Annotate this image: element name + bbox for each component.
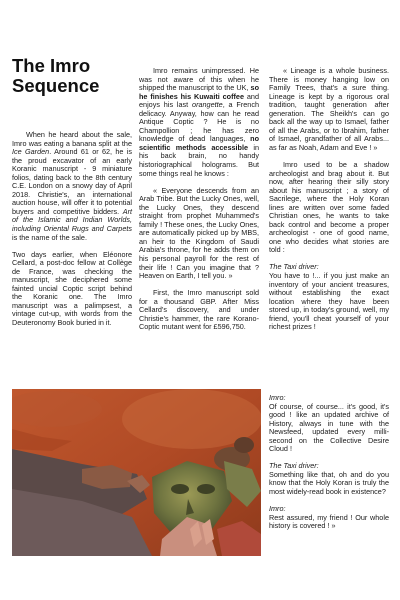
italic-text: Ice Garden xyxy=(12,147,50,157)
bold-text: no scientific methods accessible xyxy=(139,134,259,152)
dialogue-text: You have to !... if you just make an inventory of your ancient treasures, without establishing the exact location where they have been stored up, in today's ground, well, my friend, you'll cheat yourself of your richest prizes ! xyxy=(269,271,389,332)
paragraph xyxy=(139,67,259,178)
speaker-label: Imro: xyxy=(269,504,286,514)
dialogue-entry xyxy=(269,394,389,454)
column-3-continued xyxy=(269,394,389,531)
excavation-photo xyxy=(12,389,261,556)
column-1 xyxy=(12,131,132,328)
dialogue-text: Of course, of course... it's good, it's good ! like an updated archive of History, always in tune with the Newsfeed, updated every milli-second on the Collective Desire Cloud ! xyxy=(269,401,389,454)
text-run: in his back brain, no handy historiographical holograms. But some things real he knows : xyxy=(139,142,259,178)
column-2 xyxy=(139,67,259,332)
text-run: Imro remains unimpressed. He was not aware of this when he shipped the manuscript to the UK, xyxy=(139,66,259,93)
quote-paragraph: « Lineage is a whole business. There is money hanging low on Family Trees, that's a sure thing. Lineage is kept by a rigorous oral tradition, taught generation after generation. The Sheikh's can go back all the way up to Ismael, father of all the Arabs, or to Ibrahim, father of Ismael, grandfather of all Arabs... as far as Noah, Adam and Eve ! » xyxy=(269,66,389,152)
paragraph xyxy=(12,131,132,242)
article-title: The Imro Sequence xyxy=(12,55,100,96)
text-run: is the name of the sale. xyxy=(12,232,87,242)
text-run: When he heard about the sale, Imro was eating a banana split at the xyxy=(12,130,132,148)
dialogue-text: Something like that, oh and do you know that the Holy Koran is truly the most widely-read book in existence? xyxy=(269,469,389,496)
paragraph: First, the Imro manuscript sold for a thousand GBP. After Miss Cellard's discovery, and under Christie's hammer, the rare Korano-Coptic mutant went for £596,750. xyxy=(139,288,259,332)
italic-text: orangette xyxy=(192,100,223,110)
speaker-label: Imro: xyxy=(269,393,286,402)
quote-paragraph: « Everyone descends from an Arab Tribe. But the Lucky Ones, well, the Lucky Ones, they descend straight from prophet Muhammed's family ! These ones, the Lucky Ones, are automatically picked up by MBS, an heir to the Kingdom of Saudi Arabia's throne, for he adds them on his personal payroll for the rest of their life ! Can you imagine that ? Heaven on Earth, I tell you. » xyxy=(139,185,259,281)
text-run: . Around 61 or 62, he is the proud excavator of an early Koranic manuscript - 9 miniature folios, dating back to the 8th century C.E. London on a snowy day of April 2018. Christie's, an international auction house, will offer it to potential buyers and competitive bidders. xyxy=(12,147,133,216)
sale-name: Art of the Islamic and Indian Worlds, including Oriental Rugs and Carpets xyxy=(12,206,132,234)
text-run: , a French delicacy. Anyway, how can he read Antique Coptic ? He is no Champollion ; he has zero knowledge of dead languages, xyxy=(139,100,259,144)
dialogue-entry xyxy=(269,505,389,531)
dialogue-text: Rest assured, my friend ! Our whole history is covered ! » xyxy=(269,512,389,531)
speaker-label: The Taxi driver: xyxy=(269,461,319,471)
paragraph: Two days earlier, when Eléonore Cellard, a post-doc fellow at Collège de France, was checking the manuscript, she deciphered some fainted uncial Coptic script behind the Koranic one. The Imro manuscript was a palimpsest, a vintage cut-up, with words from the Deuteronomy Book buried in it. xyxy=(12,249,132,327)
speaker-label: The Taxi driver: xyxy=(269,262,319,272)
paragraph: Imro used to be a shadow archeologist and brag about it. But now, after hearing their silly story about his manuscript ; a story of Sacrilege, where the Holy Koran lines are written over some faded Christian ones, he wants to take back control and become a proper archeologist - one of good name, one who decides what stories are told : xyxy=(269,159,389,255)
column-3 xyxy=(269,67,389,332)
dialogue-entry xyxy=(269,462,389,496)
text-run: and enjoys his last xyxy=(139,91,259,110)
dialogue-entry xyxy=(269,263,389,331)
photo-illustration xyxy=(12,389,261,556)
bold-text: so he finishes his Kuwaiti coffee xyxy=(139,83,259,101)
